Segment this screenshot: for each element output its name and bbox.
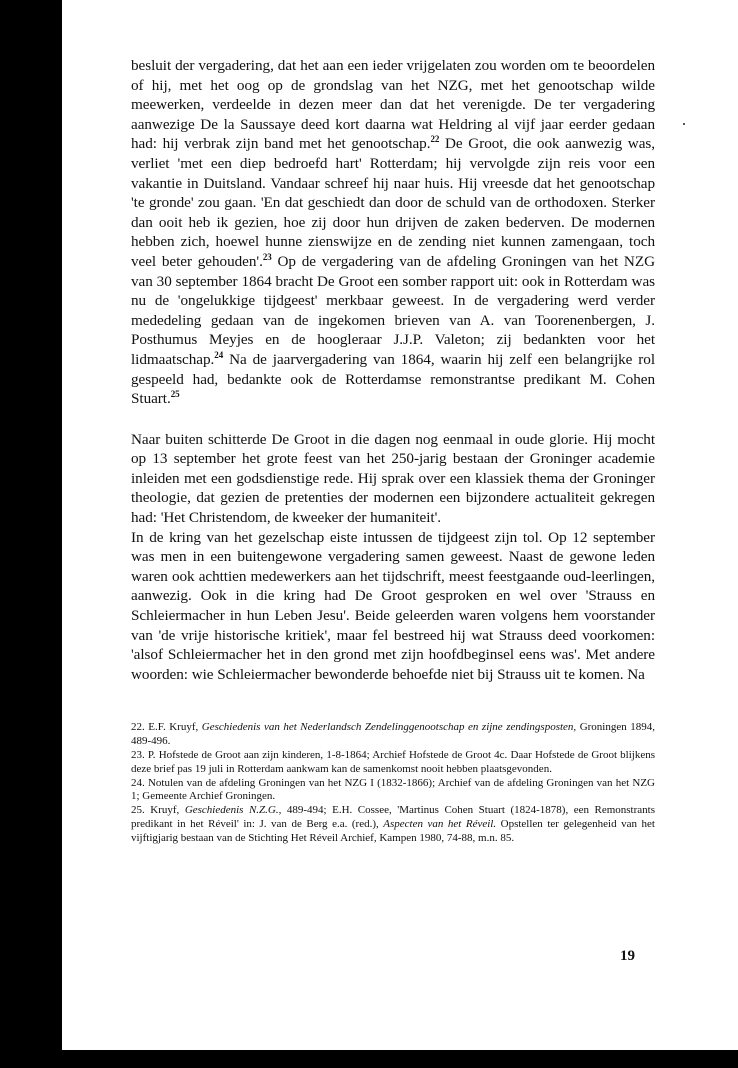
footnote: 25. Kruyf, Geschiedenis N.Z.G., 489-494; E.H. Cossee, 'Martinus Cohen Stuart (1824-1878), een Remonstrants predikant in het Réveil' in: J. van de Berg e.a. (red.), Aspecten van het Réveil. Opstellen ter gelegenheid van het vijftigjarig bestaan van de Stichting Het Réveil Archief, Kampen 1980, 74-88, m.n. 85.	[131, 804, 655, 844]
footnote-ref: 24	[214, 349, 224, 360]
footnote: 22. E.F. Kruyf, Geschiedenis van het Nederlandsch Zendelinggenootschap en zijne zendingsposten, Groningen 1894, 489-496.	[131, 721, 656, 748]
footnote-ref: 23	[262, 251, 272, 262]
footnotes	[131, 721, 655, 845]
scan-border-left	[0, 0, 62, 1068]
paragraph: besluit der vergadering, dat het aan een ieder vrijgelaten zou worden om te beoordelen of hij, met het oog op de grondslag van het NZG, met het genootschap wilde meewerken, verdeelde in dezen meer dan dat het verenigde. De ter vergadering aanwezige De la Saussaye deed kort daarna wat Heldring al vijf jaar eerder gedaan had: hij verbrak zijn band met het genootschap.$^{22}$ De Groot, die ook aanwezig was, verliet 'met een diep bedroefd hart' Rotterdam; hij vervolgde zijn reis voor een vakantie in Duitsland. Vandaar schreef hij naar huis. Hij vreesde dat het genootschap 'te gronde' zou gaan. 'En dat geschiedt dan door de schuld van de orthodoxen. Sterker dan ooit heb ik gezien, hoe zij door hun drijven de zaken bederven. De modernen hebben zich, hoewel hunne zienswijze en de zending niet kunnen zamengaan, toch veel beter gehouden'.$^{23}$ Op de vergadering van de afdeling Groningen van het NZG van 30 september 1864 bracht De Groot een somber rapport uit: ook in Rotterdam was nu de 'ongelukkige tijdgeest' merkbaar geweest. In de vergadering werd verder mededeling gedaan van de ingekomen brieven van A. van Toorenenbergen, J. Posthumus Meyjes en de hoogleraar J.J.P. Valeton; zij bedankten voor het lidmaatschap.$^{24}$ Na de jaarvergadering van 1864, waarin hij zelf een belangrijke rol gespeeld had, bedankte ook de Rotterdamse remonstrantse predikant M. Cohen Stuart.$^{25}$	[131, 57, 655, 408]
footnote: 23. P. Hofstede de Groot aan zijn kinderen, 1-8-1864; Archief Hofstede de Groot 4c. Daar Hofstede de Groot blijkens deze brief pas 19 juli in Rotterdam aankwam kan de samenkomst nooit hebben plaatsgevonden.	[131, 749, 655, 775]
footnote-ref: 22	[430, 134, 440, 145]
body-text	[131, 56, 655, 684]
scan-speck	[683, 123, 685, 125]
paragraph: In de kring van het gezelschap eiste intussen de tijdgeest zijn tol. Op 12 september was men in een buitengewone vergadering samen geweest. Naast de gewone leden waren ook achttien medewerkers aan het tijdschrift, meest feestgaande oud-leerlingen, aanwezig. Ook in die kring had De Groot gesproken en wel over 'Strauss en Schleiermacher in hun Leben Jesu'. Beide geleerden waren volgens hem voorstander van 'de vrije historische kritiek', maar fel bestreed hij wat Strauss deed voorkomen: 'alsof Schleiermacher het in den grond met zijn hoofdbeginsel eens was'. Met andere woorden: wie Schleiermacher bewonderde behoefde niet bij Strauss uit te komen. Na	[131, 528, 655, 683]
footnote: 24. Notulen van de afdeling Groningen van het NZG I (1832-1866); Archief van de afdeling Groningen van het NZG 1; Gemeente Archief Groningen.	[131, 776, 655, 803]
scan-border-bottom	[0, 1050, 738, 1068]
page-content	[131, 56, 655, 846]
footnote-ref: 25	[170, 389, 180, 400]
paragraph: Naar buiten schitterde De Groot in die dagen nog eenmaal in oude glorie. Hij mocht op 13 september het grote feest van het 250-jarig bestaan der Groninger academie inleiden met een godsdienstige rede. Hij sprak over een klassiek thema der Groninger theologie, dat gezien de pretenties der modernen een bijzondere actualiteit gekregen had: 'Het Christendom, de kweeker der humaniteit'.	[131, 430, 655, 527]
page-number: 19	[620, 948, 635, 964]
